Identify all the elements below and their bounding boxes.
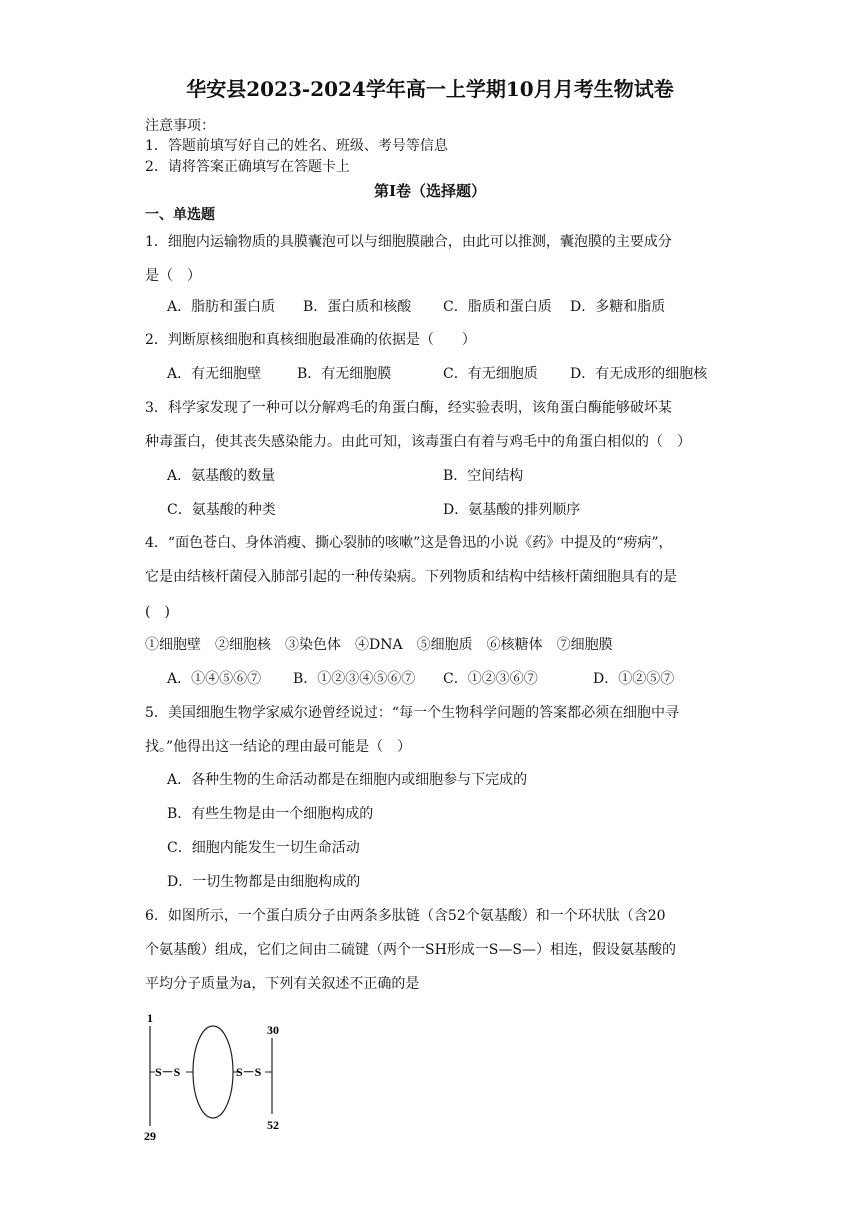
q3-option-d: D．氨基酸的排列顺序 — [443, 502, 581, 518]
q3-option-b: B．空间结构 — [443, 468, 524, 484]
q1-option-d: D．多糖和脂质 — [570, 299, 666, 315]
q4-stem-line3: ( ) — [145, 604, 170, 620]
notice-heading: 注意事项： — [145, 118, 215, 134]
q1-option-b: B．蛋白质和核酸 — [303, 299, 412, 315]
q1-option-c: C．脂质和蛋白质 — [443, 299, 552, 315]
q5-stem-line1: 5．美国细胞生物学家威尔逊曾经说过：“每一个生物科学问题的答案都必须在细胞中寻 — [145, 705, 680, 721]
page-title: 华安县2023-2024学年高一上学期10月月考生物试卷 — [186, 77, 674, 101]
q2-stem-line1: 2．判断原核细胞和真核细胞最准确的依据是（ ） — [145, 332, 476, 348]
q5-stem-line2: 找。”他得出这一结论的理由最可能是（ ） — [145, 739, 412, 755]
q2-option-a: A．有无细胞壁 — [167, 366, 262, 382]
q5-option-b: B．有些生物是由一个细胞构成的 — [167, 806, 374, 822]
q4-option-b: B．①②③④⑤⑥⑦ — [293, 671, 416, 687]
q1-stem-line2: 是（ ） — [145, 268, 201, 284]
q3-option-c: C．氨基酸的种类 — [167, 502, 276, 518]
q1-stem-line1: 1．细胞内运输物质的具膜囊泡可以与细胞膜融合，由此可以推测，囊泡膜的主要成分 — [145, 234, 672, 250]
q2-option-c: C．有无细胞质 — [443, 366, 538, 382]
bond-right: S－S — [236, 1065, 262, 1079]
q3-stem-line1: 3．科学家发现了一种可以分解鸡毛的角蛋白酶，经实验表明，该角蛋白酶能够破坏某 — [145, 400, 672, 416]
section-title: 一、单选题 — [145, 207, 215, 223]
notice-item-1: 1．答题前填写好自己的姓名、班级、考号等信息 — [145, 138, 448, 154]
q4-stem-line1: 4．“面色苍白、身体消瘦、撕心裂肺的咳嗽”这是鲁迅的小说《药》中提及的“痨病”， — [145, 535, 673, 551]
q6-stem-line1: 6．如图所示，一个蛋白质分子由两条多肽链（含52个氨基酸）和一个环状肽（含20 — [145, 908, 666, 924]
q5-option-a: A．各种生物的生命活动都是在细胞内或细胞参与下完成的 — [167, 772, 528, 788]
q5-option-d: D．一切生物都是由细胞构成的 — [167, 874, 361, 890]
q4-option-a: A．①④⑤⑥⑦ — [167, 671, 262, 687]
q5-option-c: C．细胞内能发生一切生命活动 — [167, 840, 360, 856]
protein-structure-figure — [138, 1008, 298, 1148]
label-top-right: 30 — [267, 1023, 279, 1037]
label-bottom-left: 29 — [144, 1129, 156, 1143]
bond-left: S－S — [155, 1065, 181, 1079]
q6-stem-line2: 个氨基酸）组成，它们之间由二硫键（两个一SH形成一S—S—）相连，假设氨基酸的 — [145, 942, 676, 958]
label-bottom-right: 52 — [267, 1118, 279, 1132]
q3-option-a: A．氨基酸的数量 — [167, 468, 276, 484]
notice-item-2: 2．请将答案正确填写在答题卡上 — [145, 159, 350, 175]
part-title: 第I卷（选择题） — [373, 182, 487, 200]
q4-option-c: C．①②③⑥⑦ — [443, 671, 538, 687]
cyclic-peptide — [193, 1026, 233, 1118]
q6-stem-line3: 平均分子质量为a，下列有关叙述不正确的是 — [145, 976, 420, 992]
q2-option-b: B．有无细胞膜 — [297, 366, 392, 382]
q1-option-a: A．脂肪和蛋白质 — [167, 299, 276, 315]
q2-option-d: D．有无成形的细胞核 — [570, 366, 708, 382]
q4-option-d: D．①②⑤⑦ — [593, 671, 675, 687]
q4-item-list: ①细胞壁 ②细胞核 ③染色体 ④DNA ⑤细胞质 ⑥核糖体 ⑦细胞膜 — [145, 637, 613, 653]
q3-stem-line2: 种毒蛋白，使其丧失感染能力。由此可知，该毒蛋白有着与鸡毛中的角蛋白相似的（ ） — [145, 434, 691, 450]
q4-stem-line2: 它是由结核杆菌侵入肺部引起的一种传染病。下列物质和结构中结核杆菌细胞具有的是 — [145, 569, 677, 585]
label-top-left: 1 — [147, 1011, 153, 1025]
